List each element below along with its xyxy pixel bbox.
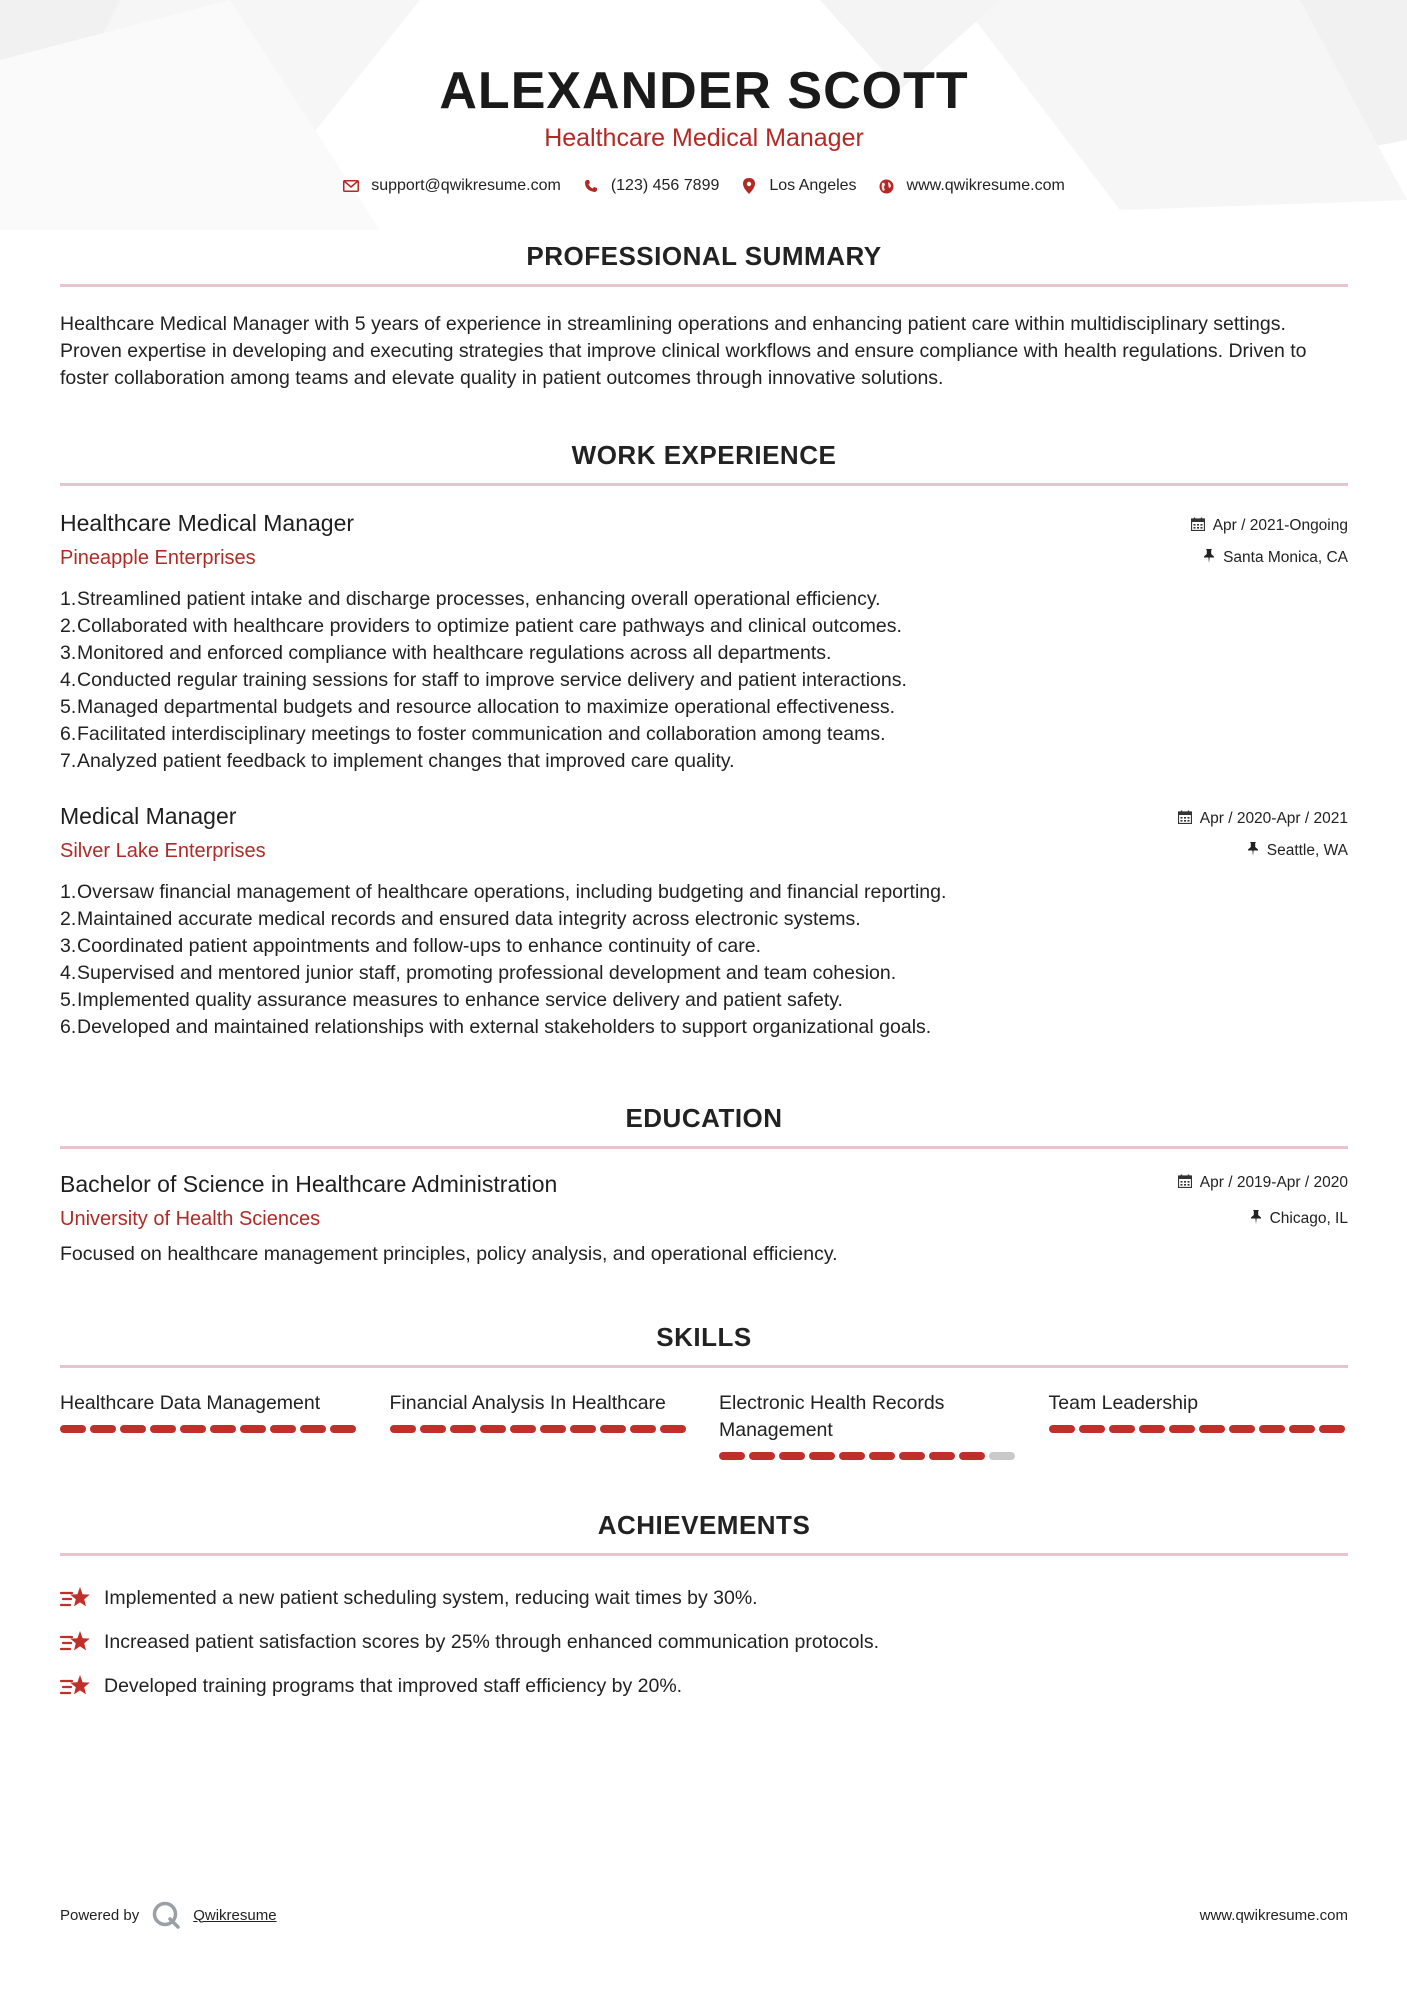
job-entry bbox=[60, 803, 1348, 1041]
powered-by bbox=[60, 1900, 277, 1930]
summary-heading: PROFESSIONAL SUMMARY bbox=[526, 241, 882, 271]
job-title: Healthcare Medical Manager bbox=[60, 510, 355, 536]
achievements-section bbox=[60, 1510, 1348, 1708]
skill-segment-filled bbox=[779, 1452, 805, 1460]
job-meta bbox=[1178, 803, 1348, 861]
list-item: 4. Conducted regular training sessions for staff to improve service delivery and patient interactions. bbox=[60, 669, 907, 691]
skill-segment-empty bbox=[989, 1452, 1015, 1460]
section-divider bbox=[60, 1146, 1348, 1149]
job-company: Pineapple Enterprises bbox=[60, 547, 256, 569]
achievement-text: Implemented a new patient scheduling system, reducing wait times by 30%. bbox=[104, 1586, 758, 1609]
list-item bbox=[60, 1664, 1348, 1708]
skill-segment-filled bbox=[510, 1425, 536, 1433]
education-heading: EDUCATION bbox=[625, 1103, 783, 1133]
skill-segment-filled bbox=[480, 1425, 506, 1433]
list-item: 1. Streamlined patient intake and discharge processes, enhancing overall operational efficiency. bbox=[60, 588, 881, 610]
skill-item bbox=[1049, 1390, 1349, 1460]
website-text: www.qwikresume.com bbox=[906, 177, 1065, 194]
job-dates: Apr / 2020-Apr / 2021 bbox=[1199, 810, 1348, 827]
skill-segment-filled bbox=[150, 1425, 176, 1433]
skill-segment-filled bbox=[1259, 1425, 1285, 1433]
education-dates: Apr / 2019-Apr / 2020 bbox=[1199, 1174, 1348, 1191]
list-item: 7. Analyzed patient feedback to implement changes that improved care quality. bbox=[60, 750, 735, 772]
candidate-name: ALEXANDER SCOTT bbox=[439, 62, 969, 120]
job-dates: Apr / 2021-Ongoing bbox=[1212, 517, 1348, 534]
skill-level-bar bbox=[60, 1425, 360, 1433]
skill-segment-filled bbox=[1289, 1425, 1315, 1433]
skill-segment-filled bbox=[749, 1452, 775, 1460]
job-bullets bbox=[60, 879, 1348, 1041]
skill-segment-filled bbox=[270, 1425, 296, 1433]
skill-level-bar bbox=[719, 1452, 1019, 1460]
skill-name: Team Leadership bbox=[1048, 1392, 1199, 1414]
skill-item bbox=[390, 1390, 690, 1460]
pushpin-icon bbox=[1250, 1210, 1262, 1229]
skill-segment-filled bbox=[839, 1452, 865, 1460]
footer-website[interactable]: www.qwikresume.com bbox=[1199, 1906, 1348, 1924]
skill-segment-filled bbox=[869, 1452, 895, 1460]
list-item: 5. Implemented quality assurance measures to enhance service delivery and patient safety. bbox=[60, 989, 843, 1011]
skill-level-bar bbox=[1049, 1425, 1349, 1433]
skill-segment-filled bbox=[600, 1425, 626, 1433]
skill-item bbox=[60, 1390, 360, 1460]
skill-segment-filled bbox=[60, 1425, 86, 1433]
job-company: Silver Lake Enterprises bbox=[60, 840, 266, 862]
skill-segment-filled bbox=[300, 1425, 326, 1433]
job-entry bbox=[60, 510, 1348, 775]
job-title: Medical Manager bbox=[60, 803, 237, 829]
skill-segment-filled bbox=[180, 1425, 206, 1433]
skill-segment-filled bbox=[120, 1425, 146, 1433]
qwikresume-logo-icon bbox=[151, 1900, 181, 1930]
skill-segment-filled bbox=[330, 1425, 356, 1433]
section-divider bbox=[60, 1365, 1348, 1368]
list-item bbox=[60, 1620, 1348, 1664]
education-description: Focused on healthcare management principles, policy analysis, and operational efficiency. bbox=[60, 1243, 838, 1265]
skill-segment-filled bbox=[660, 1425, 686, 1433]
achievements-list bbox=[60, 1576, 1348, 1708]
skill-segment-filled bbox=[719, 1452, 745, 1460]
skill-segment-filled bbox=[630, 1425, 656, 1433]
pushpin-icon bbox=[1247, 842, 1259, 861]
list-item bbox=[60, 1576, 1348, 1620]
skill-segment-filled bbox=[1139, 1425, 1165, 1433]
resume-header bbox=[60, 0, 1348, 195]
summary-section bbox=[60, 241, 1348, 392]
contact-bar bbox=[60, 177, 1348, 195]
skill-item bbox=[719, 1390, 1019, 1460]
powered-by-label: Powered by bbox=[60, 1906, 140, 1924]
map-pin-icon bbox=[741, 178, 757, 194]
page-footer bbox=[60, 1900, 1348, 1930]
experience-section bbox=[60, 440, 1348, 1041]
skill-segment-filled bbox=[420, 1425, 446, 1433]
skill-segment-filled bbox=[570, 1425, 596, 1433]
list-item: 6. Facilitated interdisciplinary meetings to foster communication and collaboration among teams. bbox=[60, 723, 886, 745]
contact-location bbox=[741, 177, 856, 195]
school-name: University of Health Sciences bbox=[60, 1208, 321, 1230]
skill-segment-filled bbox=[90, 1425, 116, 1433]
skill-segment-filled bbox=[450, 1425, 476, 1433]
section-divider bbox=[60, 284, 1348, 287]
education-meta bbox=[1178, 1171, 1348, 1229]
section-divider bbox=[60, 483, 1348, 486]
achievement-text: Developed training programs that improved staff efficiency by 20%. bbox=[104, 1674, 683, 1697]
list-item: 6. Developed and maintained relationships with external stakeholders to support organizational goals. bbox=[60, 1016, 932, 1038]
skills-section bbox=[60, 1322, 1348, 1460]
shooting-star-icon bbox=[60, 1585, 90, 1611]
skill-segment-filled bbox=[1109, 1425, 1135, 1433]
globe-icon bbox=[879, 178, 895, 194]
skill-segment-filled bbox=[1049, 1425, 1075, 1433]
skill-segment-filled bbox=[540, 1425, 566, 1433]
skill-segment-filled bbox=[1229, 1425, 1255, 1433]
list-item: 3. Monitored and enforced compliance with healthcare regulations across all departments. bbox=[60, 642, 832, 664]
list-item: 1. Oversaw financial management of healthcare operations, including budgeting and financial reporting. bbox=[60, 881, 947, 903]
phone-icon bbox=[583, 178, 599, 194]
skill-segment-filled bbox=[1169, 1425, 1195, 1433]
education-section bbox=[60, 1103, 1348, 1266]
list-item: 3. Coordinated patient appointments and follow-ups to enhance continuity of care. bbox=[60, 935, 762, 957]
envelope-icon bbox=[343, 178, 359, 194]
email-text: support@qwikresume.com bbox=[371, 177, 561, 194]
skill-name: Electronic Health Records Management bbox=[719, 1392, 945, 1441]
qwikresume-link[interactable]: Qwikresume bbox=[193, 1906, 277, 1924]
skill-segment-filled bbox=[1199, 1425, 1225, 1433]
summary-text: Healthcare Medical Manager with 5 years of experience in streamlining operations and enhancing patient care within multidisciplinary settings. Proven expertise in developing and executing strategies that improve clinical workflows and ensure compliance with health regulations. Driven to foster collaboration among teams and elevate quality in patient outcomes through innovative solutions. bbox=[60, 313, 1307, 389]
list-item: 4. Supervised and mentored junior staff, promoting professional development and team cohesion. bbox=[60, 962, 897, 984]
education-location: Chicago, IL bbox=[1269, 1210, 1348, 1227]
skill-segment-filled bbox=[929, 1452, 955, 1460]
achievement-text: Increased patient satisfaction scores by 25% through enhanced communication protocols. bbox=[104, 1630, 880, 1653]
job-location: Seattle, WA bbox=[1266, 842, 1348, 859]
calendar-icon bbox=[1178, 810, 1192, 829]
phone-text: (123) 456 7899 bbox=[610, 177, 720, 194]
skill-segment-filled bbox=[809, 1452, 835, 1460]
shooting-star-icon bbox=[60, 1629, 90, 1655]
calendar-icon bbox=[1178, 1174, 1192, 1193]
calendar-icon bbox=[1191, 517, 1205, 536]
job-meta bbox=[1191, 510, 1348, 568]
skill-segment-filled bbox=[899, 1452, 925, 1460]
skill-segment-filled bbox=[1319, 1425, 1345, 1433]
degree-title: Bachelor of Science in Healthcare Administration bbox=[60, 1171, 558, 1197]
contact-email[interactable] bbox=[343, 177, 561, 195]
section-divider bbox=[60, 1553, 1348, 1556]
skills-grid bbox=[60, 1390, 1348, 1460]
location-text: Los Angeles bbox=[769, 177, 857, 194]
skill-name: Healthcare Data Management bbox=[60, 1392, 321, 1414]
skill-segment-filled bbox=[959, 1452, 985, 1460]
skill-segment-filled bbox=[1079, 1425, 1105, 1433]
achievements-heading: ACHIEVEMENTS bbox=[597, 1510, 811, 1540]
list-item: 2. Maintained accurate medical records and ensured data integrity across electronic systems. bbox=[60, 908, 861, 930]
job-location: Santa Monica, CA bbox=[1223, 549, 1348, 566]
skill-segment-filled bbox=[390, 1425, 416, 1433]
list-item: 2. Collaborated with healthcare providers to optimize patient care pathways and clinical outcomes. bbox=[60, 615, 902, 637]
list-item: 5. Managed departmental budgets and resource allocation to maximize operational effectiveness. bbox=[60, 696, 896, 718]
contact-website[interactable] bbox=[879, 177, 1065, 195]
resume-content bbox=[60, 0, 1348, 1708]
shooting-star-icon bbox=[60, 1673, 90, 1699]
candidate-title: Healthcare Medical Manager bbox=[544, 124, 864, 152]
skills-heading: SKILLS bbox=[656, 1322, 752, 1352]
job-bullets bbox=[60, 586, 1348, 775]
skill-level-bar bbox=[390, 1425, 690, 1433]
skill-segment-filled bbox=[210, 1425, 236, 1433]
pushpin-icon bbox=[1203, 549, 1215, 568]
experience-heading: WORK EXPERIENCE bbox=[571, 440, 837, 470]
skill-segment-filled bbox=[240, 1425, 266, 1433]
skill-name: Financial Analysis In Healthcare bbox=[389, 1392, 666, 1414]
contact-phone[interactable] bbox=[583, 177, 720, 195]
